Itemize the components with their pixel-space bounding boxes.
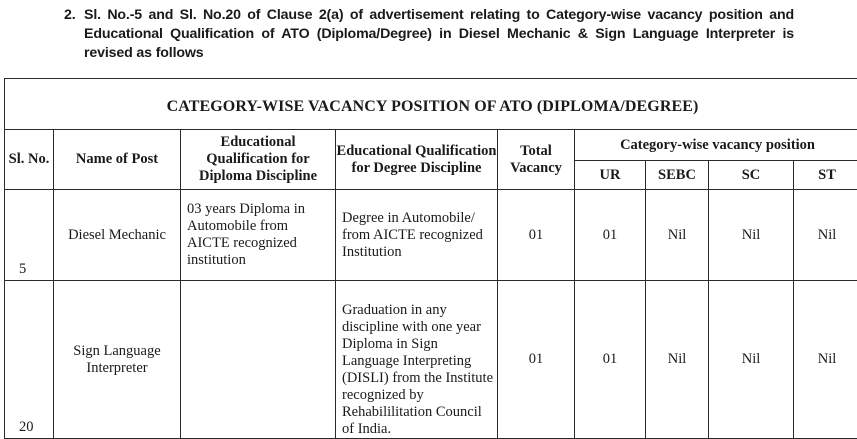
cell-sc: Nil bbox=[709, 190, 794, 281]
header-sl-no: Sl. No. bbox=[5, 130, 54, 190]
table-title: CATEGORY-WISE VACANCY POSITION OF ATO (DIPLOMA/DEGREE) bbox=[5, 79, 857, 130]
cell-name-of-post: Sign Language Interpreter bbox=[54, 281, 181, 439]
cell-ur: 01 bbox=[575, 190, 646, 281]
cell-st: Nil bbox=[794, 281, 857, 439]
cell-sebc: Nil bbox=[646, 281, 709, 439]
header-degree-qualification: Educational Qualification for Degree Discipline bbox=[336, 130, 498, 190]
cell-sl-no: 20 bbox=[5, 281, 54, 439]
vacancy-table bbox=[4, 78, 857, 439]
cell-sl-no: 5 bbox=[5, 190, 54, 281]
cell-st: Nil bbox=[794, 190, 857, 281]
cell-name-of-post: Diesel Mechanic bbox=[54, 190, 181, 281]
intro-paragraph bbox=[64, 6, 794, 63]
header-category-group: Category-wise vacancy position bbox=[575, 130, 857, 161]
cell-degree-qualification: Degree in Automobile/ from AICTE recognized Institution bbox=[336, 190, 498, 281]
table-row bbox=[5, 190, 857, 281]
cell-diploma-qualification bbox=[181, 281, 336, 439]
cell-ur: 01 bbox=[575, 281, 646, 439]
cell-diploma-qualification: 03 years Diploma in Automobile from AICTE recognized institution bbox=[181, 190, 336, 281]
table-row bbox=[5, 281, 857, 439]
header-name-of-post: Name of Post bbox=[54, 130, 181, 190]
cell-sc: Nil bbox=[709, 281, 794, 439]
header-st: ST bbox=[794, 161, 857, 190]
cell-total-vacancy: 01 bbox=[498, 190, 575, 281]
cell-sebc: Nil bbox=[646, 190, 709, 281]
header-total-vacancy: Total Vacancy bbox=[498, 130, 575, 190]
header-sebc: SEBC bbox=[646, 161, 709, 190]
header-sc: SC bbox=[709, 161, 794, 190]
cell-total-vacancy: 01 bbox=[498, 281, 575, 439]
header-diploma-qualification: Educational Qualification for Diploma Discipline bbox=[181, 130, 336, 190]
paragraph-number: 2. bbox=[64, 6, 84, 63]
paragraph-text: Sl. No.-5 and Sl. No.20 of Clause 2(a) of advertisement relating to Category-wise vacancy position and Educational Qualification of ATO (Diploma/Degree) in Diesel Mechanic & Sign Language Interpreter is revised as follows bbox=[84, 6, 794, 63]
cell-degree-qualification: Graduation in any discipline with one year Diploma in Sign Language Interpreting (DISLI) from the Institute recognized by Rehabililitation Council of India. bbox=[336, 281, 498, 439]
header-ur: UR bbox=[575, 161, 646, 190]
